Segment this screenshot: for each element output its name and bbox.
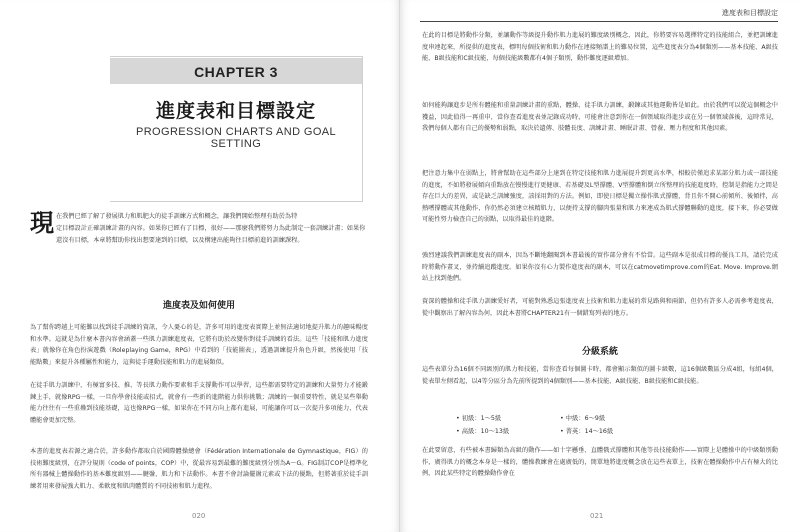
chapter-subtitle: PROGRESSION CHARTS AND GOAL SETTING — [135, 126, 337, 150]
bullet-advanced: • 高級：10～13級 — [456, 428, 510, 435]
page-number-right: 021 — [590, 512, 604, 520]
bullet-intermediate: • 中級：6～9級 — [560, 415, 606, 422]
header-rule — [420, 21, 778, 22]
paragraph: 強烈建議我們訓練進度表的副本，因為不斷地翻閱到本書最後的實作部分會有不恰當。這些副本是很成目標的優良工具，請於完成時將動作畫叉，並持續追蹤進度。如果你沒有心力製作進度表的副本，可以在catmovetimprove.com的Eat. Move. Improve.網站上找到他們。 — [422, 252, 778, 282]
paragraph: 為了幫你跨越上可能難以找到徒手訓練的資訊，令人憂心的是，許多可用的進度表實際上並無法適切地提升肌力的趣味暢度和水準。這就是為什麼本書內容會涵蓋一些肌力訓練進度表，它將有助於改變你對徒手訓練的看法。這些「技能和肌力進度表」就像你在角色扮演遊戲（Roleplaying Game，RPG）中看到的「技能圖表」，透過訓練提升角色升級，然後使用「技能點數」來提升各種屬性和能力，這與徒手運動技能和肌力的進展類似。 — [30, 324, 368, 366]
paragraph: 把注意力集中在弱點上，將會幫助在這些部分上達到在特定技能和肌力進展提升到更高水準，相較於僅追求某部分肌力或一部技能的進度，不如將發展傾向重點放在慢慢進行更健康、若基礎及L型撐體、V型撐體和倒立所整理的技能進度時，控制是指能力之間是存在巨大的差異，或是缺乏訓練強度，該採用對的方法。例如，即使日標是獨立操作肌式撐體，背且你不開心前傾所、後傾拌，高熱嚐撐體或其他動作，你仍然必須建立核精肌力，以便持支撐的腳肉張量和肌力來連成為肌式撐體聯動的進度，接下來，你必要做可能性努力檢查自己的弱點，以取得最佳的進階。 — [422, 170, 778, 223]
bullet-elite: • 菁英：14～16級 — [560, 428, 614, 435]
intro-paragraph: 定目標設計正確訓練計畫的內容。如果你已經有了目標，很好——那麼我們將努力為此制定一套訓練計畫；如果你還沒有目標，本章將幫助你找出想要達到的目標，以及構建出能夠往目標前進的訓練課程。 — [56, 225, 366, 244]
drop-cap: 現 — [30, 209, 54, 237]
running-head: 進度表和目標設定 — [722, 9, 778, 17]
section-heading-grading: 分級系統 — [581, 347, 618, 357]
paragraph: 在徒手肌力訓練中，有極富多技、推、等長肌力動作要素和手支撐動作可以學習，這些都需要特定的訓練和大量努力才能鍛鍊上手，就像RPG一樣，一旦你學會技能或招式，就會有一些新的進階能力供你挑戰；訓練的一個重要特性，就是某些舉動能力往往有一些重疊到技能基礎，這也像RPG一樣，如果你在不同方向上都有進展，可能讓你可以一次提升多項能力，代表體能會更加完整。 — [30, 382, 368, 424]
list-item — [456, 413, 756, 426]
intro-first-line: 在我們已經了解了發展肌力和肌肥大的徒手訓練方式和概念，讓我們開始整理有助於為特 — [56, 213, 298, 220]
chapter-title: 進度表和目標設定 — [155, 100, 316, 122]
paragraph: 本書的進度表若源之適合於，許多動作都取自於國際體操總會（Fédération Internationale de Gymnastique，FIG）的技術難度級別，在評分規則（code of points，COP）中，從最容易到最難的難度級別分別為A～G。FIG制訂COP是標準化所有器械上體操動作的基本難度級別——腱盪、肌力和下法動作。本書不會討論擺盪元素或下法的優點，但將著重於徒手訓練者用來發展強大肌力、柔軟度和肌肉體質的不同技術和肌力進程。 — [30, 448, 368, 490]
chapter-number: CHAPTER 3 — [194, 64, 278, 80]
paragraph: 這些表單分為16個不同級別的肌力和技能，當你查看每個圖卡時，都會顯示類似的圖卡級數，這16個級數區分成4組，每組4個，從表單左側看起，以4等分區分為先前所提到的4個類別——基本技能、A級技能、B級技能和C級技能。 — [422, 366, 778, 385]
bullet-beginner: • 初級：1～5級 — [456, 415, 502, 422]
page-number-left: 020 — [192, 512, 206, 520]
level-list — [456, 413, 756, 439]
paragraph: 在此要留意，有些被本書歸類為高級的動作——如十字懸垂、直體俄式撐體和其他等長技能動作——實際上是體操中的中級類別動作，廣得肌力的概念本身是一樣的，體操教練會在處廣低的，簡單地將進度概念放在這些表單上，技術在體操動作中占有極大的比例，因此某些特定的體操動作會在 — [422, 447, 778, 477]
section-heading-progression: 進度表及如何使用 — [162, 301, 235, 311]
paragraph: 在此的目標是將動作分類，並讓動作等級提升動作肌力進展的難度級別概念，因此，你將要容易選擇特定的技能組合，並把訓練進度串連起來，所提供的進度表，標明每個技術和肌力動作在連接頻譜上的難易位置，這些進度表分為4個類別——基本技能、A級技能、B級技能和C級技能，每個技能級數都有4個子類別，動作難度逐級增加。 — [422, 32, 778, 62]
paragraph: 資深的體操和徒手肌力訓練愛好者，可能對熟悉這張進度表上技術和肌力進展的常見路與和兩節，但仍有許多人必需參考進度表，從中觀察出了解內容為何，因此本書將CHAPTER21有一個錯寫列表的地方。 — [422, 298, 778, 317]
list-item — [456, 426, 756, 439]
paragraph: 如何能夠讓進步是所有體能和重量訓練計畫的重點，體操、徒手肌力訓練，鍛鍊或其他運動皆是如此。由於我們可以從這個概念中獲益，因此值得一再重申，當你查看進度表並記錄成功時，可能會注意到你在一個領域取得進步或在另一個領域落後，這時常見，我們每個人都有自己的優勢和弱點，取決於遺傳、肢體長度、訓練計畫、睡眠計畫、營養、壓力程度和其他因素。 — [422, 102, 778, 132]
